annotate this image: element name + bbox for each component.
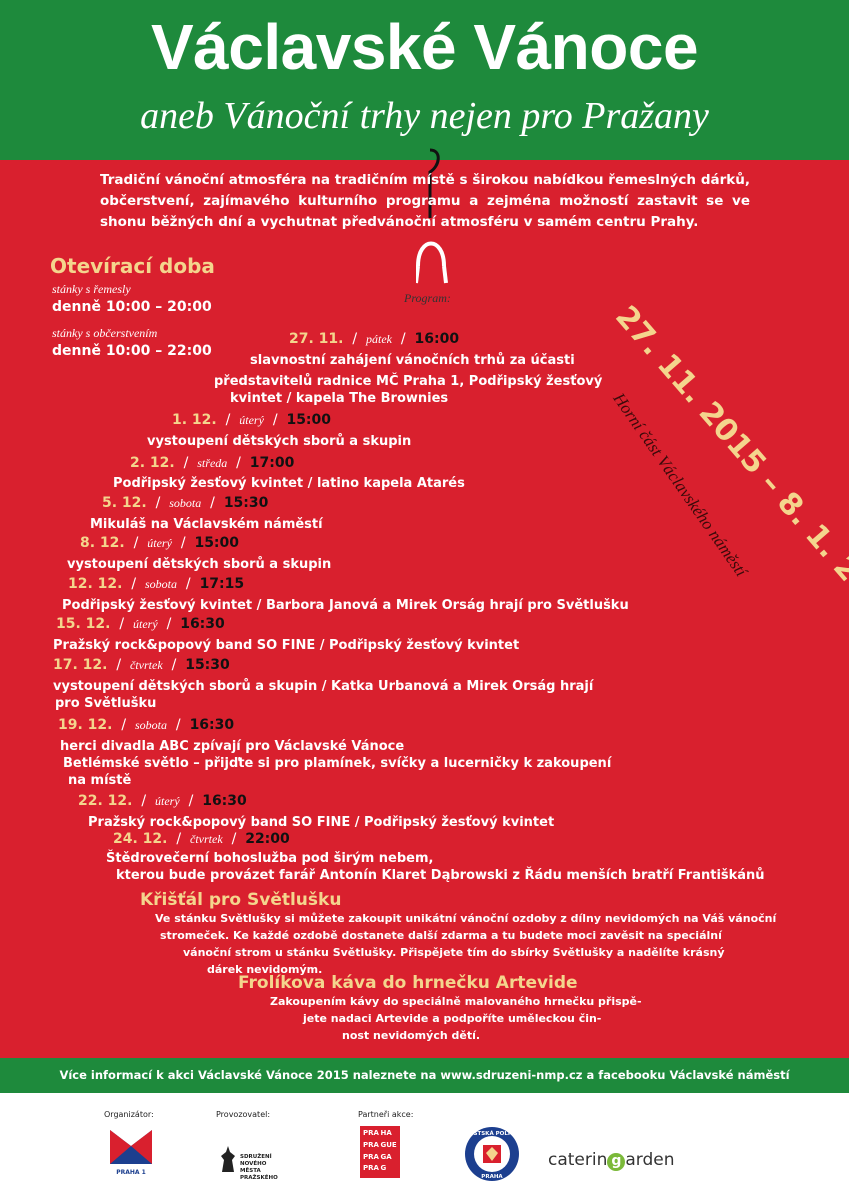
sdruzeni-logo-text: SDRUŽENÍ NOVÉHO MĚSTA PRAŽSKÉHO — [240, 1154, 278, 1181]
prague-logo-cell: G — [380, 1164, 387, 1173]
separator: / — [107, 657, 131, 673]
program-description: Mikuláš na Václavském náměstí — [90, 517, 323, 532]
program-description: vystoupení dětských sborů a skupin / Katka Urbanová a Mirek Orság hrají — [53, 679, 594, 694]
separator: / — [177, 576, 200, 592]
program-description: Pražský rock&popový band SO FINE / Podřipský žesťový kvintet — [88, 815, 555, 830]
program-time: 16:30 — [202, 793, 247, 809]
prague-logo-cell: GA — [380, 1152, 392, 1161]
program-day: sobota — [135, 718, 168, 732]
program-date: 5. 12. — [102, 495, 147, 511]
prague-logo-cell: GUE — [380, 1140, 397, 1149]
program-time: 22:00 — [245, 831, 290, 847]
prague-logo-cell: PRA — [363, 1140, 379, 1149]
program-time: 16:30 — [189, 717, 235, 733]
program-day: sobota — [169, 496, 202, 510]
sdruzeni-logo — [218, 1128, 280, 1181]
prague-logo-cell: HA — [380, 1129, 392, 1137]
program-description: na místě — [68, 773, 132, 788]
separator: / — [174, 455, 198, 471]
separator: / — [216, 412, 240, 428]
program-description: Pražský rock&popový band SO FINE / Podřipský žesťový kvintet — [53, 638, 520, 653]
partners-label: Partneři akce: — [358, 1110, 414, 1119]
program-time: 17:00 — [249, 455, 295, 471]
program-date-line — [68, 576, 244, 592]
program-date: 8. 12. — [80, 535, 125, 551]
program-date-line — [172, 412, 331, 428]
crystal-title: Křišťál pro Světlušku — [140, 890, 342, 910]
program-day: úterý — [155, 794, 180, 808]
crystal-line: stromeček. Ke každé ozdobě dostanete další zdarma a tu budete moci zavěsit na speciální — [160, 929, 722, 942]
program-day: úterý — [239, 413, 264, 427]
food-hours: denně 10:00 – 22:00 — [52, 343, 212, 359]
program-date: 12. 12. — [68, 576, 123, 592]
catering-garden-logo — [548, 1150, 675, 1171]
program-description: Štědrovečerní bohoslužba pod širým nebem, — [106, 851, 434, 866]
program-description: herci divadla ABC zpívají pro Václavské Vánoce — [60, 739, 405, 754]
coffee-line: nost nevidomých dětí. — [342, 1029, 481, 1042]
catering-logo-part: caterin — [548, 1150, 608, 1170]
program-date: 19. 12. — [58, 717, 113, 733]
program-time: 15:30 — [223, 495, 269, 511]
catering-logo-part: arden — [625, 1150, 675, 1170]
program-date: 27. 11. — [289, 331, 344, 347]
program-day: sobota — [145, 577, 178, 591]
program-date-line — [102, 495, 268, 511]
praha1-logo-text: PRAHA 1 — [116, 1169, 146, 1176]
footer-info: Více informací k akci Václavské Vánoce 2015 naleznete na www.sdruzeni-nmp.cz a facebooku Václavské náměstí — [59, 1068, 790, 1082]
prague-logo-cell: PRA — [363, 1152, 379, 1161]
separator: / — [162, 657, 186, 673]
program-date: 1. 12. — [172, 412, 217, 428]
program-date-line — [289, 331, 459, 347]
organizer-label: Organizátor: — [104, 1110, 154, 1119]
program-description: Betlémské světlo – přijďte si pro plamínek, svíčky a lucerničky k zakoupení — [63, 756, 612, 771]
program-date-line — [130, 455, 294, 471]
program-time: 17:15 — [199, 576, 245, 592]
program-date: 22. 12. — [78, 793, 133, 809]
crystal-line: dárek nevidomým. — [207, 963, 323, 976]
separator: / — [167, 831, 191, 847]
page-title: Václavské Vánoce — [150, 11, 699, 83]
food-label: stánky s občerstvením — [52, 326, 158, 340]
program-description: pro Světlušku — [55, 696, 157, 711]
separator: / — [157, 616, 181, 632]
program-time: 16:00 — [414, 331, 460, 347]
city-police-logo — [464, 1126, 520, 1182]
praha1-logo — [110, 1130, 152, 1176]
program-description: představitelů radnice MČ Praha 1, Podřipský žesťový — [214, 374, 603, 389]
program-description: vystoupení dětských sborů a skupin — [147, 434, 412, 449]
coffee-title: Frolíkova káva do hrnečku Artevide — [238, 973, 578, 993]
program-date: 24. 12. — [113, 831, 168, 847]
program-date-line — [58, 717, 234, 733]
program-description: Podřipský žesťový kvintet / latino kapela Atarés — [113, 476, 465, 491]
program-description: slavnostní zahájení vánočních trhů za účasti — [250, 353, 575, 368]
separator: / — [146, 495, 170, 511]
program-date: 17. 12. — [53, 657, 108, 673]
separator: / — [171, 535, 195, 551]
separator: / — [122, 576, 146, 592]
separator: / — [201, 495, 224, 511]
separator: / — [167, 717, 190, 733]
separator: / — [222, 831, 246, 847]
program-date-line — [53, 657, 230, 673]
coffee-line: Zakoupením kávy do speciálně malovaného hrnečku přispě- — [270, 995, 642, 1008]
program-time: 15:00 — [194, 535, 240, 551]
police-logo-top-text: MĚSTSKÁ POLICIE — [464, 1131, 520, 1137]
program-time: 15:30 — [185, 657, 230, 673]
coffee-line: jete nadaci Artevide a podpoříte uměleckou čin- — [303, 1012, 602, 1025]
program-day: úterý — [147, 536, 172, 550]
program-description: Podřipský žesťový kvintet / Barbora Janová a Mirek Orság hrají pro Světlušku — [62, 598, 629, 613]
separator: / — [112, 717, 136, 733]
program-description: kterou bude provázet farář Antonín Klaret Dąbrowski z Řádu menších bratří Františkánů — [116, 868, 765, 883]
program-time: 15:00 — [286, 412, 332, 428]
crystal-line: vánoční strom u stánku Světlušky. Přispějete tím do sbírky Světlušky a nadělíte krásný — [183, 946, 725, 959]
program-date: 15. 12. — [56, 616, 111, 632]
prague-logo-cell: PRA — [363, 1164, 379, 1173]
program-date: 2. 12. — [130, 455, 175, 471]
separator: / — [124, 535, 148, 551]
program-day: pátek — [366, 332, 393, 346]
separator: / — [263, 412, 287, 428]
crafts-hours: denně 10:00 – 20:00 — [52, 299, 212, 315]
separator: / — [110, 616, 134, 632]
separator: / — [343, 331, 367, 347]
program-date-line — [78, 793, 247, 809]
program-day: čtvrtek — [190, 832, 223, 846]
separator: / — [179, 793, 203, 809]
program-time: 16:30 — [180, 616, 225, 632]
program-description: vystoupení dětských sborů a skupin — [67, 557, 332, 572]
event-place-rotated: Horní část Václavského náměstí — [609, 389, 751, 581]
crafts-label: stánky s řemesly — [52, 282, 131, 296]
program-day: úterý — [133, 617, 158, 631]
police-logo-bottom-text: PRAHA — [481, 1174, 503, 1180]
program-label: Program: — [404, 291, 451, 305]
crystal-line: Ve stánku Světlušky si můžete zakoupit unikátní vánoční ozdoby z dílny nevidomých na Váš vánoční — [155, 912, 777, 925]
program-day: čtvrtek — [130, 658, 163, 672]
hours-title: Otevírací doba — [50, 254, 215, 278]
intro-text: Tradiční vánoční atmosféra na tradičním místě s širokou nabídkou řemeslných dárků, občerstvení, zajímavého kulturního programu a zejména možností zastavit se ve shonu běžných dní a vychutnat předvánoční atmosféru v samém centru Prahy. — [100, 172, 750, 230]
program-description: kvintet / kapela The Brownies — [230, 391, 449, 406]
horse-rider-icon — [218, 1144, 238, 1174]
program-day: středa — [197, 456, 228, 470]
operator-label: Provozovatel: — [216, 1110, 271, 1119]
separator: / — [132, 793, 156, 809]
program-date-line — [80, 535, 239, 551]
program-date-line — [56, 616, 225, 632]
page-subtitle: aneb Vánoční trhy nejen pro Pražany — [140, 95, 709, 137]
program-date-line — [113, 831, 290, 847]
separator: / — [227, 455, 250, 471]
prague-logo — [360, 1126, 400, 1178]
catering-g-badge: g — [607, 1153, 625, 1171]
separator: / — [392, 331, 415, 347]
prague-logo-cell: PRA — [363, 1129, 379, 1137]
